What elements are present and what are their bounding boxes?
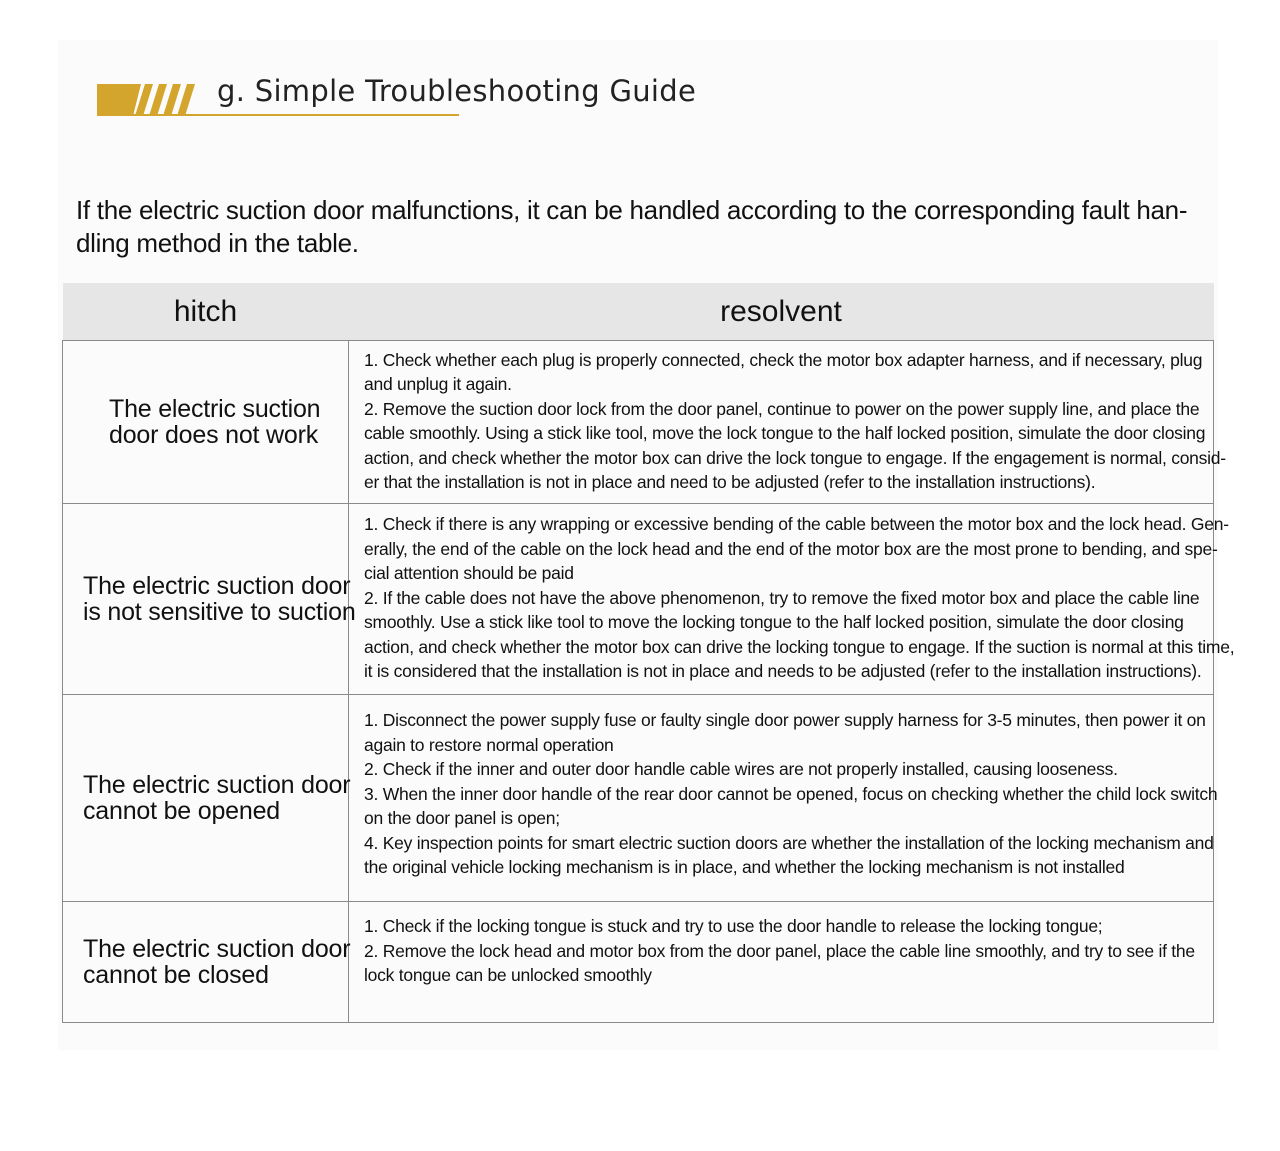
- resolvent-line: cial attention should be paid: [364, 563, 574, 584]
- resolvent-line: 1. Disconnect the power supply fuse or faulty single door power supply harness for 3-5 minutes, then power it on: [364, 710, 1206, 731]
- section-header: [97, 72, 717, 120]
- resolvent-line: again to restore normal operation: [364, 734, 614, 755]
- hitch-cell: [63, 695, 349, 902]
- resolvent-line: 3. When the inner door handle of the rear door cannot be opened, focus on checking whether the child lock switch: [364, 783, 1218, 804]
- hitch-line: The electric suction: [109, 395, 321, 423]
- resolvent-line: cable smoothly. Using a stick like tool, move the lock tongue to the half locked position, simulate the door closing: [364, 423, 1206, 443]
- resolvent-line: 2. Check if the inner and outer door handle cable wires are not properly installed, causing looseness.: [364, 759, 1118, 780]
- hitch-cell: [63, 341, 349, 504]
- resolvent-line: action, and check whether the motor box can drive the locking tongue to engage. If the suction is normal at this time,: [364, 636, 1235, 657]
- resolvent-line: the original vehicle locking mechanism is in place, and whether the locking mechanism is not installed: [364, 857, 1125, 878]
- hitch-line: The electric suction door: [83, 771, 351, 799]
- table-row: [63, 902, 1214, 1023]
- resolvent-line: 2. If the cable does not have the above phenomenon, try to remove the fixed motor box and place the cable line: [364, 587, 1200, 608]
- resolvent-line: 2. Remove the lock head and motor box from the door panel, place the cable line smoothly, and try to see if the: [364, 940, 1195, 961]
- resolvent-cell: [349, 504, 1235, 695]
- resolvent-line: 1. Check if there is any wrapping or excessive bending of the cable between the motor box and the lock head. Gen-: [364, 514, 1229, 535]
- hitch-cell: [63, 902, 349, 1023]
- header-hitch: hitch: [63, 283, 349, 341]
- hitch-line: door does not work: [109, 421, 319, 449]
- intro-paragraph: [76, 194, 1188, 260]
- table-header-row: [63, 283, 1214, 341]
- resolvent-cell: [349, 695, 1218, 902]
- resolvent-line: 1. Check if the locking tongue is stuck and try to use the door handle to release the locking tongue;: [364, 916, 1103, 937]
- table-row: [63, 504, 1214, 695]
- section-title: g. Simple Troubleshooting Guide: [217, 74, 697, 108]
- resolvent-cell: [349, 902, 1214, 1023]
- resolvent-line: 4. Key inspection points for smart electric suction doors are whether the installation of the locking mechanism and: [364, 832, 1214, 853]
- header-resolvent: resolvent: [349, 283, 1214, 341]
- intro-line: If the electric suction door malfunctions, it can be handled according to the corresponding fault han-: [76, 195, 1188, 225]
- resolvent-line: and unplug it again.: [364, 374, 512, 394]
- resolvent-line: action, and check whether the motor box can drive the lock tongue to engage. If the engagement is normal, consid-: [364, 447, 1226, 468]
- resolvent-line: 1. Check whether each plug is properly connected, check the motor box adapter harness, and if necessary, plug: [364, 349, 1203, 370]
- intro-line: dling method in the table.: [76, 228, 359, 258]
- resolvent-line: erally, the end of the cable on the lock head and the end of the motor box are the most prone to bending, and spe-: [364, 538, 1218, 559]
- troubleshooting-table: [62, 283, 1235, 1023]
- hitch-line: The electric suction door: [83, 935, 351, 963]
- table-row: [63, 341, 1214, 504]
- hitch-line: cannot be closed: [83, 961, 269, 989]
- hitch-line: The electric suction door: [83, 572, 351, 600]
- resolvent-line: smoothly. Use a stick like tool to move the locking tongue to the half locked position, simulate the door closing: [364, 612, 1184, 633]
- title-underline: [97, 114, 459, 116]
- hitch-line: cannot be opened: [83, 797, 280, 825]
- resolvent-line: 2. Remove the suction door lock from the door panel, continue to power on the power supply line, and place the: [364, 398, 1200, 419]
- resolvent-cell: [349, 341, 1226, 504]
- hitch-line: is not sensitive to suction: [83, 598, 356, 626]
- table-row: [63, 695, 1214, 902]
- resolvent-line: on the door panel is open;: [364, 808, 560, 829]
- stripes-decoration-icon: [97, 84, 197, 116]
- resolvent-line: it is considered that the installation is not in place and needs to be adjusted (refer to the installation instructions).: [364, 661, 1202, 682]
- hitch-cell: [63, 504, 356, 695]
- resolvent-line: lock tongue can be unlocked smoothly: [364, 965, 652, 986]
- resolvent-line: er that the installation is not in place and need to be adjusted (refer to the installation instructions).: [364, 472, 1096, 492]
